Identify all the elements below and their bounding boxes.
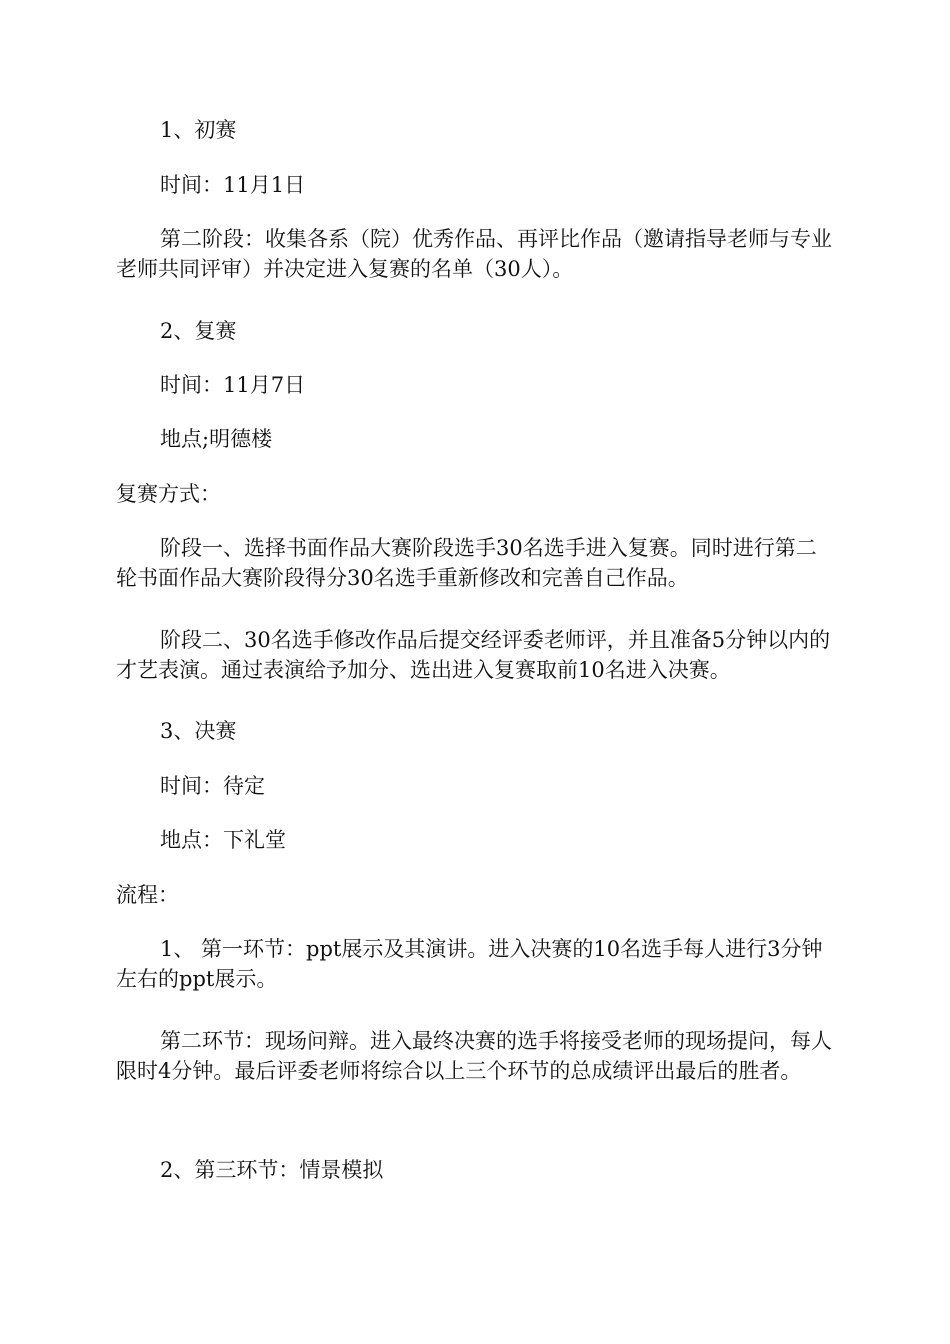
process-step-two: 第二环节：现场问辩。进入最终决赛的选手将接受老师的现场提问，每人限时4分钟。最后评委老师将综合以上三个环节的总成绩评出最后的胜者。	[116, 1029, 832, 1083]
final-location: 地点：下礼堂	[160, 828, 286, 852]
semifinal-location: 地点;明德楼	[160, 427, 273, 451]
final-time: 时间：待定	[160, 774, 265, 798]
process-label: 流程：	[116, 883, 179, 907]
semifinal-format-label: 复赛方式：	[116, 482, 221, 506]
heading-semifinal: 2、复赛	[160, 319, 237, 343]
preliminary-time: 时间：11月1日	[160, 173, 306, 197]
process-step-three: 2、第三环节：情景模拟	[160, 1158, 384, 1182]
semifinal-stage-one: 阶段一、选择书面作品大赛阶段选手30名选手进入复赛。同时进行第二轮书面作品大赛阶段得分30名选手重新修改和完善自己作品。	[116, 536, 817, 590]
process-step-one: 1、 第一环节：ppt展示及其演讲。进入决赛的10名选手每人进行3分钟左右的ppt展示。	[116, 937, 823, 991]
preliminary-stage-two: 第二阶段：收集各系（院）优秀作品、再评比作品（邀请指导老师与专业老师共同评审）并决定进入复赛的名单（30人）。	[116, 227, 832, 281]
heading-preliminary: 1、初赛	[160, 118, 237, 142]
heading-final: 3、决赛	[160, 719, 237, 743]
semifinal-stage-two: 阶段二、30名选手修改作品后提交经评委老师评，并且准备5分钟以内的才艺表演。通过表演给予加分、选出进入复赛取前10名进入决赛。	[116, 628, 831, 682]
semifinal-time: 时间：11月7日	[160, 373, 306, 397]
